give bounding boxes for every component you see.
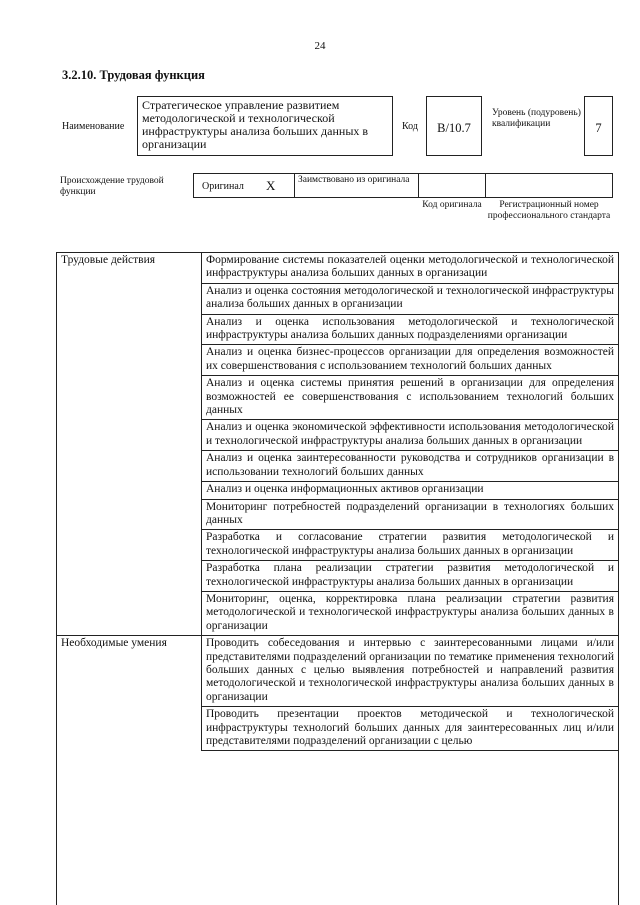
table-cell: Проводить презентации проектов методической и технологической инфраструктуры технологий больших данных для заинтересованных лиц и/или представителями подразделений организации с целью [202, 707, 619, 751]
code-original-label: Код оригинала [422, 200, 482, 210]
category-cell [57, 591, 202, 635]
table-row [57, 345, 619, 376]
reg-number-box [485, 173, 613, 198]
category-cell [57, 499, 202, 530]
table-cell: Анализ и оценка заинтересованности руководства и сотрудников организации в использовании технологий больших данных [202, 451, 619, 482]
table-row [57, 420, 619, 451]
table-cell: Разработка плана реализации стратегии развития методологической и технологической инфраструктуры анализа больших данных в организации [202, 561, 619, 592]
table-row [57, 636, 619, 707]
table-cell: Анализ и оценка бизнес-процессов организации для определения возможностей их совершенствования с использованием технологий больших данных [202, 345, 619, 376]
table-cell: Анализ и оценка состояния методологической и технологической инфраструктуры анализа больших данных в организации [202, 283, 619, 314]
table-cell: Мониторинг потребностей подразделений организации в технологиях больших данных [202, 499, 619, 530]
category-cell [57, 420, 202, 451]
table-cell: Мониторинг, оценка, корректировка плана реализации стратегии развития методологической и технологической инфраструктуры анализа больших данных в организации [202, 591, 619, 635]
table-row [57, 482, 619, 499]
category-cell [57, 451, 202, 482]
category-cell [57, 376, 202, 420]
level-label: Уровень (подуровень) квалификации [492, 108, 581, 129]
table-cell: Анализ и оценка экономической эффективности использования методологической и технологической инфраструктуры анализа больших данных в организации [202, 420, 619, 451]
table-row [57, 314, 619, 345]
code-label: Код [402, 121, 418, 132]
category-cell [57, 283, 202, 314]
function-table [56, 252, 619, 751]
table-cell: Анализ и оценка системы принятия решений в организации для определения возможностей ее совершенствования с использованием технологий больших данных [202, 376, 619, 420]
category-label: Необходимые умения [57, 636, 202, 707]
name-label: Наименование [62, 121, 125, 132]
table-row [57, 376, 619, 420]
borrowed-box [294, 173, 419, 198]
category-cell [57, 482, 202, 499]
original-box [193, 173, 295, 198]
table-cell: Анализ и оценка использования методологической и технологической инфраструктуры анализа больших данных подразделениями организации [202, 314, 619, 345]
code-value: B/10.7 [437, 121, 471, 135]
level-box [584, 96, 613, 156]
category-cell [57, 314, 202, 345]
table-row [57, 591, 619, 635]
table-row [57, 253, 619, 284]
original-mark: X [266, 178, 276, 193]
section-title: 3.2.10. Трудовая функция [62, 68, 205, 82]
code-box [426, 96, 482, 156]
table-row [57, 707, 619, 751]
function-name: Стратегическое управление развитием методологической и технологической инфраструктуры анализа больших данных в организации [137, 96, 393, 156]
table-row [57, 530, 619, 561]
origin-label: Происхождение трудовой функции [60, 176, 164, 197]
table-row [57, 451, 619, 482]
category-cell [57, 345, 202, 376]
table-row [57, 283, 619, 314]
table-row [57, 561, 619, 592]
table-cell: Проводить собеседования и интервью с заинтересованными лицами и/или представителями подразделений организации по тематике применения технологий больших данных с целью выявления потребностей и направлений развития методологической и технологической инфраструктуры анализа больших данных в организации [202, 636, 619, 707]
borrowed-label: Заимствовано из оригинала [298, 175, 410, 185]
table-cell: Формирование системы показателей оценки методологической и технологической инфраструктуры анализа больших данных в организации [202, 253, 619, 284]
reg-number-label: Регистрационный номер профессионального стандарта [487, 200, 611, 221]
category-label: Трудовые действия [57, 253, 202, 284]
table-cell: Анализ и оценка информационных активов организации [202, 482, 619, 499]
table-cell: Разработка и согласование стратегии развития методологической и технологической инфраструктуры анализа больших данных в организации [202, 530, 619, 561]
original-label: Оригинал [202, 181, 244, 192]
level-value: 7 [595, 121, 602, 135]
category-cell [57, 707, 202, 751]
page-number: 24 [314, 40, 326, 52]
code-original-box [418, 173, 486, 198]
table-row [57, 499, 619, 530]
category-cell [57, 561, 202, 592]
category-cell [57, 530, 202, 561]
